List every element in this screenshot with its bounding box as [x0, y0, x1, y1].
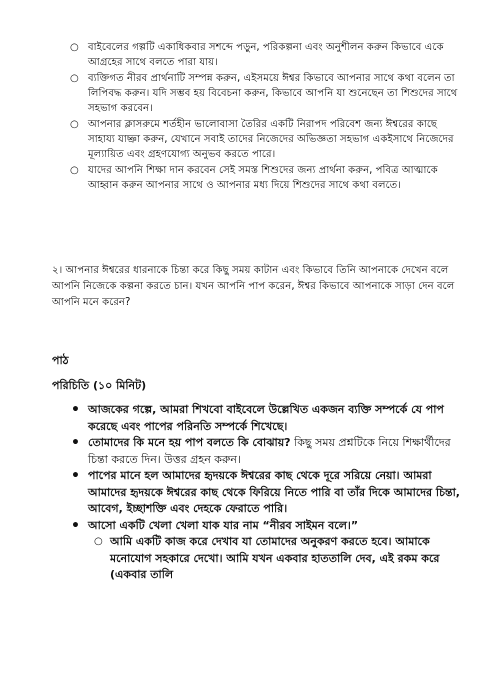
list-item-text: আজকের গল্পে, আমরা শিখবো বাইবেলে উল্লেখিত একজন ব্যক্তি সম্পর্কে যে পাপ করেছে এবং পাপের পরিনতি সম্পর্কে শিখেছে। [88, 403, 444, 433]
list-item-instruction: কিছু সময় প্রশ্নটিকে নিয়ে শিক্ষার্থীদের চিন্তা করতে দিন। উত্তর গ্রহন করুন। [88, 436, 451, 466]
list-item-text: যাদের আপনি শিক্ষা দান করবেন সেই সমস্ত শিশুদের জন্য প্রার্থনা করুন, পবিত্র আত্মাকে আহ্বান করুন আপনার সাথে ও আপনার মধ্য দিয়ে শিশুদের সাথে কথা বলতে। [88, 165, 438, 191]
section-heading-introduction: পরিচিতি (১০ মিনিট) [52, 379, 147, 392]
list-item [70, 117, 458, 162]
bullet-icon: • [71, 517, 80, 534]
list-item-text: তোমাদের কি মনে হয় পাপ বলতে কি বোঝায়? [88, 436, 291, 449]
circle-bullet-icon: ○ [70, 165, 79, 176]
list-item-text: ব্যক্তিগত নীরব প্রার্থনাটি সম্পন্ন করুন, এইসময়ে ঈশ্বর কিভাবে আপনার সাথে কথা বলেন তা লিপিবদ্ধ করুন। যদি সম্ভব হয় বিবেচনা করুন, কিভাবে আপনি যা শুনেছেন তা শিশুদের সাথে সহভাগ করবেন। [88, 73, 458, 114]
list-item-text: আমি একটি কাজ করে দেখাব যা তোমাদের অনুকরণ করতে হবে। আমাকে মনোযোগ সহকারে দেখো। আমি যখন একবার হাততালি দেব, এই রকম করে (একবার তালি [110, 535, 440, 581]
introduction-list [71, 402, 460, 584]
circle-bullet-icon: ○ [70, 42, 79, 53]
bullet-icon: • [71, 435, 80, 451]
list-item [71, 402, 460, 435]
list-item [70, 40, 458, 70]
list-item-text: আসো একটি খেলা খেলা যাক যার নাম “নীরব সাইমন বলে।” [88, 518, 359, 532]
circle-bullet-icon: ○ [70, 119, 79, 130]
list-item [71, 517, 460, 584]
list-item [70, 163, 458, 193]
list-item-text: আপনার ক্লাসরুমে শর্তহীন ভালোবাসা তৈরির একটি নিরাপদ পরিবেশ জন্য ঈশ্বরের কাছে সাহায্য যাচ্ঞা করুন, যেখানে সবাই তাদের নিজেদের অভিজ্ঞতা সহভাগ একইসাথে নিজেদের মূল্যায়িত এবং গ্রহণযোগ্য অনুভব করতে পারে। [88, 119, 454, 160]
circle-bullet-icon: ○ [70, 73, 79, 84]
list-item [94, 534, 460, 584]
game-instructions-sublist [88, 534, 460, 584]
reflection-paragraph: ২। আপনার ঈশ্বরের ধারনাকে চিন্তা করে কিছু সময় কাটান এবং কিভাবে তিনি আপনাকে দেখেন বলে আপনি নিজেকে কল্পনা করতে চান। যখন আপনি পাপ করেন, ঈশ্বর কিভাবে আপনাকে সাড়া দেন বলে আপনি মনে করেন? [52, 265, 455, 308]
section-heading-lesson: পাঠ [52, 354, 69, 367]
list-item-text: পাপের মানে হল আমাদের হৃদয়কে ঈশ্বরের কাছ থেকে দূরে সরিয়ে নেয়া। আমরা আমাদের হৃদয়কে ঈশ্বরের কাছ থেকে ফিরিয়ে নিতে পারি বা তাঁর দিকে আমাদের চিন্তা, আবেগ, ইচ্ছাশক্তি এবং দেহকে ফেরাতে পারি। [88, 469, 460, 515]
bullet-icon: • [71, 468, 80, 484]
list-item [70, 71, 458, 116]
bullet-icon: • [71, 402, 80, 418]
circle-bullet-icon: ○ [94, 536, 103, 547]
preparation-sublist [70, 40, 458, 194]
list-item [71, 435, 460, 468]
list-item-text: বাইবেলের গল্পটি একাধিকবার সশব্দে পড়ুন, পরিকল্পনা এবং অনুশীলন করুন কিভাবে একে আগ্রহের সাথে বলতে পারা যায়। [88, 42, 444, 68]
list-item [71, 468, 460, 518]
